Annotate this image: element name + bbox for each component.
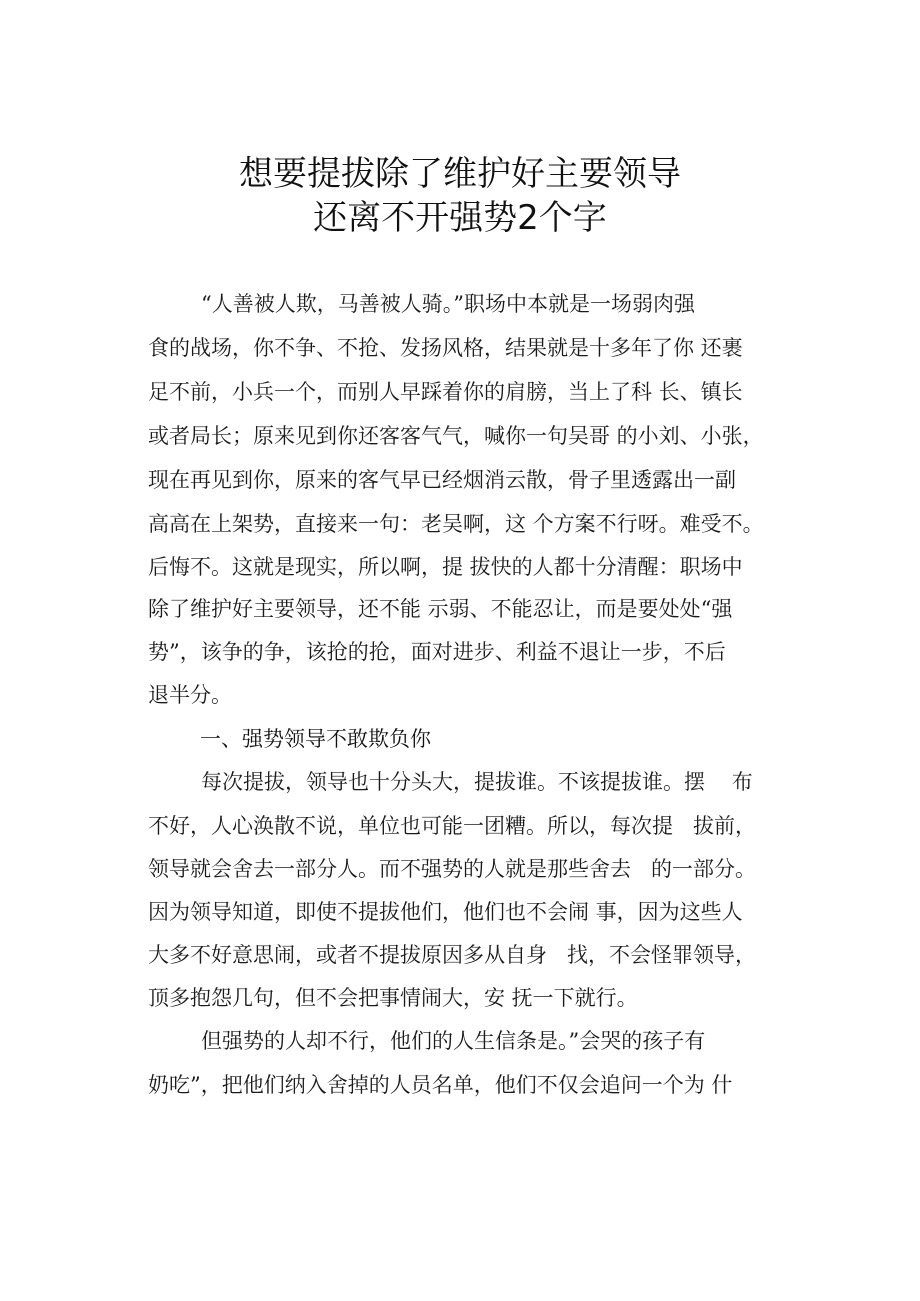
document-title-line-1: 想要提拔除了维护好主要领导 [239,154,681,194]
paragraph-1-line-9: 势”，该争的争，该抢的抢，面对进步、利益不退让一步，不后 [148,640,726,664]
paragraph-2-line-3: 领导就会舍去一部分人。而不强势的人就是那些舍去 的一部分。 [148,857,757,881]
paragraph-1-line-3: 足不前，小兵一个，而别人早踩着你的肩膀，当上了科 长、镇长 [148,380,743,404]
paragraph-3-line-1: 但强势的人却不行，他们的人生信条是。”会哭的孩子有 [201,1029,706,1053]
paragraph-1-line-10: 退半分。 [148,683,232,707]
document-title-line-2: 还离不开强势2个字 [313,198,607,238]
paragraph-1-line-8: 除了维护好主要领导，还不能 示弱、不能忍让，而是要处处“强 [148,597,733,621]
paragraph-2-line-2: 不好，人心涣散不说，单位也可能一团糟。所以，每次提 拔前， [148,814,757,838]
paragraph-1-line-2: 食的战场，你不争、不抢、发扬风格，结果就是十多年了你 还裹 [148,336,743,360]
paragraph-3-line-2: 奶吃”，把他们纳入舍掉的人员名单，他们不仅会追问一个为 什 [148,1073,733,1097]
paragraph-1-line-6: 高高在上架势，直接来一句：老吴啊，这 个方案不行呀。难受不。 [148,512,764,536]
paragraph-2-line-6: 顶多抱怨几句，但不会把事情闹大，安 抚一下就行。 [148,986,638,1010]
section-1-heading: 一、强势领导不敢欺负你 [200,727,431,751]
paragraph-1-line-7: 后悔不。这就是现实，所以啊，提 拔快的人都十分清醒：职场中 [148,555,743,579]
paragraph-1-line-1: “人善被人欺，马善被人骑。”职场中本就是一场弱肉强 [201,292,695,316]
paragraph-2-line-4: 因为领导知道，即使不提拔他们，他们也不会闹 事，因为这些人 [148,900,743,924]
paragraph-1-line-4: 或者局长；原来见到你还客客气气，喊你一句吴哥 的小刘、小张， [148,424,764,448]
paragraph-1-line-5: 现在再见到你，原来的客气早已经烟消云散，骨子里透露出一副 [148,468,736,492]
paragraph-2-line-5: 大多不好意思闹，或者不提拔原因多从自身 找，不会怪罪领导， [148,943,757,967]
paragraph-2-line-1: 每次提拔，领导也十分头大，提拔谁。不该提拔谁。摆 布 [201,770,753,794]
